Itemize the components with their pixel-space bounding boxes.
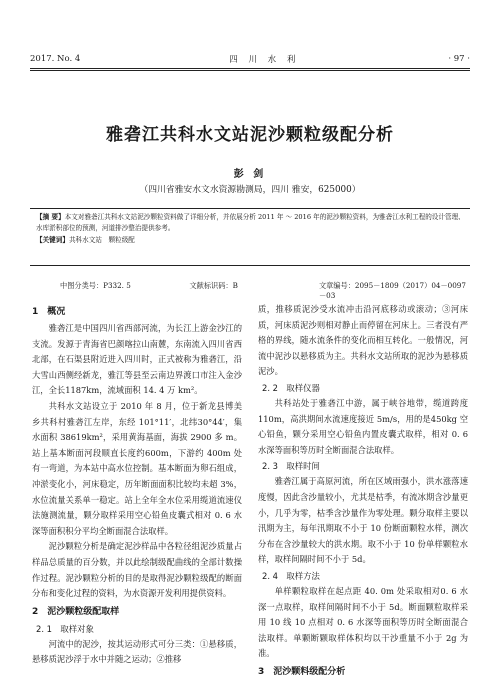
section-2-3-heading: 2. 3 取样时间: [262, 461, 320, 472]
abstract-label: 【摘 要】: [36, 213, 65, 221]
author-affiliation: （四川省雅安水文水资源勘测局，四川 雅安，625000）: [139, 185, 361, 195]
keywords-text: 共科水文站 颗粒级配: [68, 236, 135, 244]
section-1-paragraph-3: 泥沙颗粒分析是确定泥沙样品中各粒径组泥沙质量占样品总质量的百分数，并以此绘制级配曲线的全部计数操作过程。泥沙颗粒分析的目的是取得泥沙颗粒级配的断面分布和变化过程的资料，为水资源开发利用提供资料。: [32, 541, 242, 599]
running-header: [30, 52, 470, 66]
section-1-heading: 1 概况: [32, 307, 66, 317]
page-number: · 97 ·: [448, 54, 470, 64]
keywords-label: 【关键词】: [36, 236, 69, 244]
section-2-1-heading: 2. 1 取样对象: [36, 623, 94, 634]
right-column: [258, 302, 468, 681]
section-1-paragraph-1: 雅砻江是中国四川省西部河流，为长江上游金沙江的支流。发源于青海省巴颜喀拉山南麓，东南流入四川省西北部，在石渠县附近进入四川时，正式被称为雅砻江，沿大雪山西侧经新龙，雅江等县至云南边界渡口市注入金沙江，全长1187km，流域面积 14. 4 万 km²。: [32, 323, 242, 396]
article-metadata: [60, 281, 470, 301]
abstract-block: [30, 208, 470, 266]
left-column: [32, 302, 242, 668]
keywords-line: [30, 235, 470, 246]
article-number: 文章编号：2095－1809（2017）04－0097－03: [318, 281, 466, 300]
journal-name: 四 川 水 利: [229, 55, 300, 65]
section-2-1-paragraph: 河流中的泥沙，按其运动形式可分三类：①悬移质，悬移质泥沙浮于水中并随之运动；②推移: [32, 638, 242, 665]
section-2-heading: 2 泥沙颗粒级配取样: [32, 606, 120, 617]
header-rule-thin: [30, 70, 470, 71]
section-2-4-paragraph: 单样颗粒取样在起点距 40. 0m 处采取相对0. 6 水深一点取样，取样间隔时间不小于 5d。断面颗粒取样采用 10 线 10 点相对 0. 6 水深等面积等历时全断面混合法取样。单颗断颗取样体积均以干沙重量不小于 2g 为准。: [258, 585, 468, 659]
author-name: 彭 剑: [233, 169, 267, 180]
section-2-1-continued: 质，推移质泥沙受水流冲击沿河底移动或滚动；③河床质，河床质泥沙则相对静止而停留在河床上。三者没有严格的界线，随水流条件的变化而相互转化。一般情况，河流中泥沙以悬移质为主。共科水文站所取的泥沙为悬移质泥沙。: [258, 304, 468, 377]
section-2-2-paragraph: 共科站处于雅砻江中游，属于峡谷地带，缆道跨度 110m，高洪期间水流速度接近 5m/s，用的是450kg 空心铅鱼，颗分采用空心铅鱼内置皮囊式取样，相对 0. 6 水深等面积等历时全断面混合法取样。: [258, 397, 468, 455]
section-1-paragraph-2: 共科水文站设立于 2010 年 8 月，位于新龙县博美乡共科村雅砻江左岸，东经 101°11′，北纬30°44′，集水面积 38619km²，采用黄海基面，海拔 2900 多 m。站上基本断面河段顺直长度约600m，下游约 400m 处有一弯道，为本站中高水位控制。基本断面为卵石组成，冲淤变化小，河床稳定，历年断面面积比较均未超 3%，水位流量关系单一稳定。站上全年全水位采用缆道流速仪法施测流量，颗分取样采用空心铅鱼皮囊式相对 0. 6 水深等面积积分平均全断面混合法取样。: [32, 400, 242, 536]
abstract-text: 本文对雅砻江共科水文站泥沙颗粒资料做了详细分析，并依展分析 2011 年 ～ 2016 年的泥沙颗粒资料，为雅砻江水利工程的设计管理、水库淤积部位的预测，河道排沙整治提供参考。: [36, 213, 465, 232]
document-code: 文献标识码：B: [189, 281, 238, 290]
section-2-3-paragraph: 雅砻江属于高原河流，所在区域雨强小，洪水涨落速度慢，因此含沙量较小，尤其是枯季，有流冰期含沙量更小，几乎为零，枯季含沙量作为零处理。颗分取样主要以汛期为主，每年汛期取不小于 10 份断面颗粒水样，测次分布在含沙量较大的洪水期。取不小于 10 份单样颗粒水样，取样间隔时间不小于 5d。: [258, 476, 468, 565]
issue-number: 2017. No. 4: [30, 54, 81, 64]
article-title: 雅砻江共科水文站泥沙颗粒级配分析: [106, 125, 394, 145]
clc-number: 中图分类号：P332. 5: [60, 281, 131, 290]
section-2-4-heading: 2. 4 取样方法: [262, 570, 320, 581]
header-rule: [30, 68, 470, 69]
section-2-2-heading: 2. 2 取样仪器: [262, 382, 320, 393]
abstract-paragraph: [30, 212, 470, 234]
section-3-heading: 3 泥沙颗料级配分析: [258, 666, 346, 677]
